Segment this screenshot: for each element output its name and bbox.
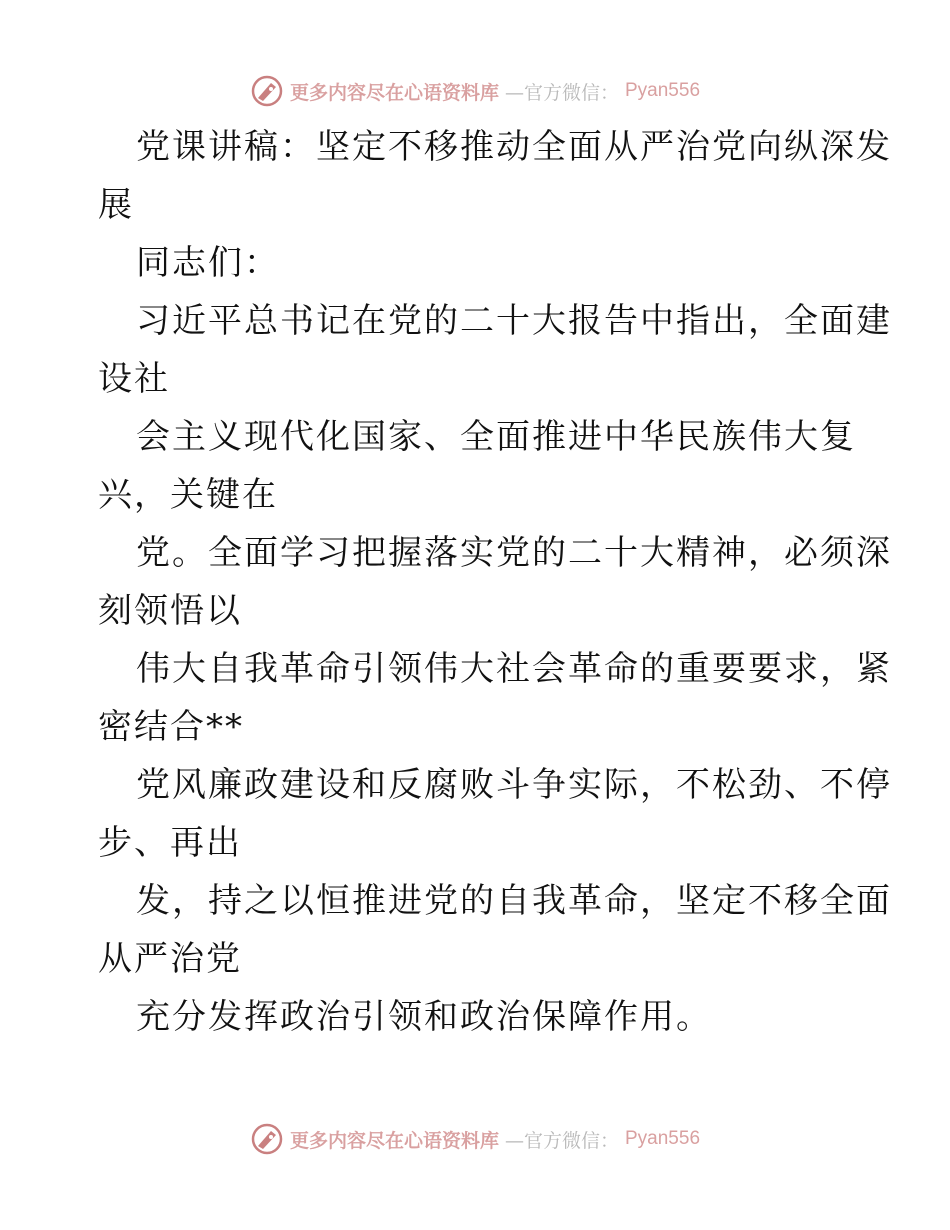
paragraph-line: 党风廉政建设和反腐败斗争实际，不松劲、不停 (136, 765, 892, 805)
paragraph-line: 密结合** (98, 707, 244, 747)
watermark-id-text: Pyan556 (625, 80, 701, 101)
paragraph-line: 发，持之以恒推进党的自我革命，坚定不移全面 (136, 881, 892, 921)
document-body (98, 118, 892, 1046)
watermark-main-text: 更多内容尽在心语资料库 (289, 81, 499, 104)
paragraph-line: 设社 (98, 359, 170, 399)
document-title: 党课讲稿：坚定不移推动全面从严治党向纵深发 (136, 127, 892, 167)
watermark-sub-text: —官方微信： (504, 1129, 619, 1152)
paragraph-line: 习近平总书记在党的二十大报告中指出，全面建 (136, 301, 892, 341)
watermark-sub-text: —官方微信： (504, 81, 619, 104)
paragraph-line: 刻领悟以 (98, 591, 242, 631)
pen-nib-circle-icon (250, 1122, 284, 1156)
paragraph-line: 从严治党 (98, 939, 242, 979)
header-watermark (0, 71, 950, 111)
paragraph-line: 伟大自我革命引领伟大社会革命的重要要求，紧 (136, 649, 892, 689)
paragraph-line: 会主义现代化国家、全面推进中华民族伟大复 (136, 417, 856, 457)
paragraph-line: 党。全面学习把握落实党的二十大精神，必须深 (136, 533, 892, 573)
document-title-cont: 展 (98, 185, 134, 225)
footer-watermark (0, 1119, 950, 1159)
paragraph-line: 兴，关键在 (98, 475, 278, 515)
salutation: 同志们： (136, 243, 280, 283)
paragraph-line: 步、再出 (98, 823, 242, 863)
watermark-id-text: Pyan556 (625, 1128, 701, 1149)
pen-nib-circle-icon (250, 74, 284, 108)
watermark-main-text: 更多内容尽在心语资料库 (289, 1129, 499, 1152)
paragraph-line: 充分发挥政治引领和政治保障作用。 (136, 997, 712, 1037)
